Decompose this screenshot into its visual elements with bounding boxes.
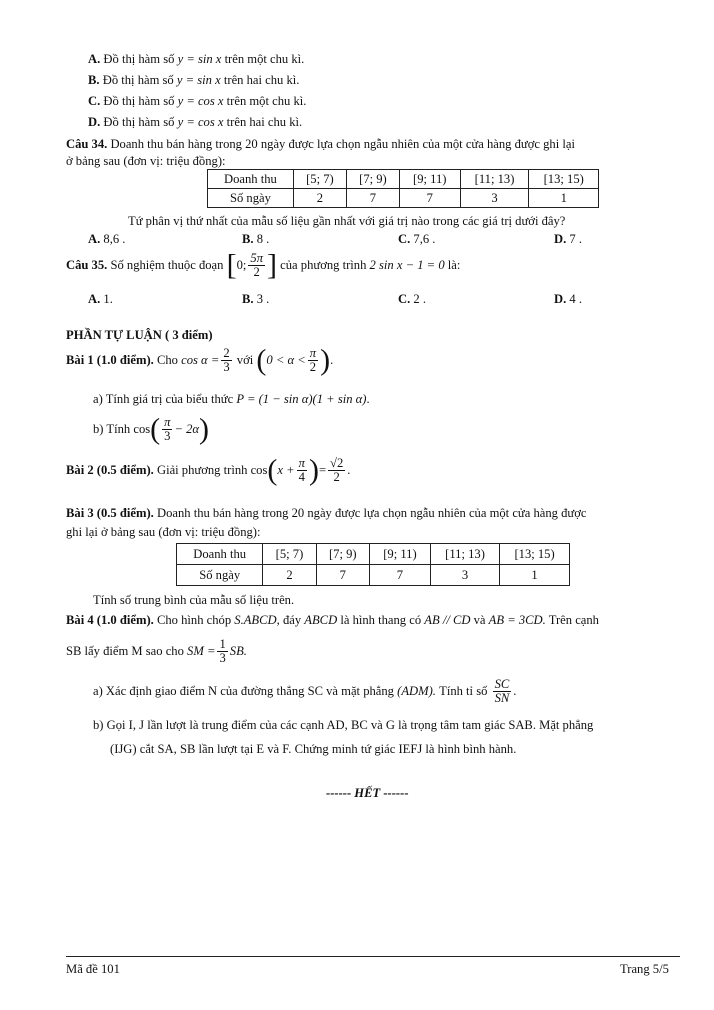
question-label: Câu 35. xyxy=(66,258,108,272)
formula: AB // CD xyxy=(424,613,471,627)
table-cell: 7 xyxy=(399,189,460,208)
fraction-numerator: 1 xyxy=(219,637,226,651)
paren-left: ( xyxy=(150,412,161,446)
q35-line xyxy=(66,248,461,282)
fraction xyxy=(162,416,172,443)
part-text: a) Xác định giao điểm N của đường thẳng SC và mặt phẳng xyxy=(93,684,394,698)
formula: x + xyxy=(277,463,295,477)
option-letter: A. xyxy=(88,292,101,306)
option-letter: D. xyxy=(554,232,567,246)
option-text: Đồ thị hàm số xyxy=(103,115,175,129)
option-text: Đồ thị hàm số xyxy=(102,73,174,87)
q35-option-b xyxy=(242,292,269,307)
table-cell: 7 xyxy=(316,565,369,586)
table-cell: [7; 9) xyxy=(346,170,399,189)
formula: cos xyxy=(250,463,268,477)
interval-left: 0; xyxy=(236,258,247,272)
table-row xyxy=(177,565,570,586)
fraction-denominator: SN xyxy=(494,691,510,705)
bai4-line2 xyxy=(66,638,247,665)
option-value: 2 . xyxy=(413,292,426,306)
q34-line2: ở bảng sau (đơn vị: triệu đồng): xyxy=(66,154,226,168)
exercise-label: Bài 2 (0.5 điểm). xyxy=(66,463,154,477)
option-text: Đồ thị hàm số xyxy=(103,52,175,66)
option-letter: A. xyxy=(88,232,101,246)
table-cell: Doanh thu xyxy=(208,170,294,189)
bai1-part-b xyxy=(93,412,210,446)
bai2-line xyxy=(66,453,351,487)
table-cell: [7; 9) xyxy=(316,544,369,565)
table-cell: Doanh thu xyxy=(177,544,263,565)
bai3-line2: ghi lại ở bảng sau (đơn vị: triệu đồng): xyxy=(66,525,261,539)
question-text: Doanh thu bán hàng trong 20 ngày được lựa chọn ngẫu nhiên của một cửa hàng được ghi lại xyxy=(110,137,575,151)
fraction xyxy=(308,347,318,374)
paren-right: ) xyxy=(308,453,319,487)
fraction-denominator: 2 xyxy=(309,360,317,374)
option-value: 3 . xyxy=(256,292,270,306)
paren-left: ( xyxy=(256,343,267,377)
end-punct: . xyxy=(330,353,334,367)
bai4-part-a xyxy=(93,678,516,705)
option-letter: B. xyxy=(242,292,254,306)
table-cell: [5; 7) xyxy=(263,544,316,565)
option-text: Đồ thị hàm số xyxy=(103,94,175,108)
formula: SB. xyxy=(229,644,247,658)
option-formula: y = sin x xyxy=(177,52,222,66)
exercise-text: SB lấy điểm M sao cho xyxy=(66,644,184,658)
end-punct: . xyxy=(513,684,517,698)
q34-question: Tứ phân vị thứ nhất của mẫu số liệu gần nhất với giá trị nào trong các giá trị dưới đây? xyxy=(128,214,566,228)
footer-page-number: Trang 5/5 xyxy=(620,962,669,976)
bai4-part-b2: (IJG) cắt SA, SB lần lượt tại E và F. Chứng minh tứ giác IEFJ là hình bình hành. xyxy=(110,742,517,756)
option-letter: C. xyxy=(88,94,101,108)
fraction-denominator: 2 xyxy=(333,470,340,484)
table-cell: 3 xyxy=(460,189,529,208)
part-text: Tính tỉ số xyxy=(439,684,488,698)
exercise-text: là hình thang có xyxy=(340,613,422,627)
condition: 0 < α < xyxy=(266,353,306,367)
option-letter: C. xyxy=(398,292,411,306)
table-cell: Số ngày xyxy=(177,565,263,586)
exercise-text: Cho xyxy=(156,353,178,367)
q34-option-b xyxy=(242,232,269,247)
bai4-line1 xyxy=(66,613,599,628)
fraction-numerator: π xyxy=(298,456,305,470)
table-cell: [11; 13) xyxy=(430,544,499,565)
q34-option-c xyxy=(398,232,435,247)
option-text: trên một chu kì. xyxy=(224,52,305,66)
table-cell: Số ngày xyxy=(208,189,294,208)
option-formula: y = cos x xyxy=(177,115,224,129)
fraction-denominator: 2 xyxy=(253,265,260,279)
fraction-numerator: √2 xyxy=(330,456,344,470)
equation: 2 sin x − 1 = 0 xyxy=(369,258,445,272)
fraction xyxy=(221,347,231,374)
formula: SM = xyxy=(187,644,216,658)
end-punct: . xyxy=(347,463,351,477)
q35-option-c xyxy=(398,292,426,307)
interval-fraction xyxy=(248,252,265,279)
question-text: Số nghiệm thuộc đoạn xyxy=(110,258,224,272)
table-cell: 3 xyxy=(430,565,499,586)
option-value: 7,6 . xyxy=(413,232,436,246)
fraction-denominator: 4 xyxy=(298,470,305,484)
table-row xyxy=(177,544,570,565)
fraction-numerator: 5π xyxy=(250,251,263,265)
question-text: của phương trình xyxy=(280,258,367,272)
question-label: Câu 34. xyxy=(66,137,108,151)
paren-left: ( xyxy=(267,453,278,487)
bai3-line1 xyxy=(66,506,587,521)
question-text: là: xyxy=(447,258,461,272)
option-value: 4 . xyxy=(569,292,582,306)
table-row xyxy=(208,189,599,208)
table-cell: 1 xyxy=(529,189,599,208)
table-row xyxy=(208,170,599,189)
exercise-label: Bài 1 (1.0 điểm). xyxy=(66,353,154,367)
exercise-text: Doanh thu bán hàng trong 20 ngày được lựa chọn ngẫu nhiên của một cửa hàng được xyxy=(156,506,587,520)
paren-right: ) xyxy=(320,343,331,377)
q34-option-a xyxy=(88,232,125,247)
q34-option-d xyxy=(554,232,582,247)
fraction xyxy=(493,678,512,705)
formula: (ADM). xyxy=(397,684,436,698)
table-cell: 7 xyxy=(346,189,399,208)
q35-option-d xyxy=(554,292,582,307)
fraction-numerator: π xyxy=(309,346,317,360)
formula: cos α = xyxy=(181,353,220,367)
q35-option-a xyxy=(88,292,113,307)
option-text: trên hai chu kì. xyxy=(226,115,303,129)
exercise-text: Cho hình chóp xyxy=(156,613,232,627)
fraction-numerator: 2 xyxy=(223,346,230,360)
bai1-line xyxy=(66,343,334,377)
table-cell: [13; 15) xyxy=(500,544,570,565)
exercise-label: Bài 4 (1.0 điểm). xyxy=(66,613,154,627)
bai3-question: Tính số trung bình của mẫu số liệu trên. xyxy=(93,593,295,607)
option-text: trên một chu kì. xyxy=(226,94,307,108)
exercise-text: và xyxy=(473,613,486,627)
bai3-table xyxy=(176,543,570,586)
table-cell: [9; 11) xyxy=(399,170,460,189)
fraction-denominator: 3 xyxy=(219,651,226,665)
end-mark: ------ HẾT ------ xyxy=(326,786,409,800)
option-value: 7 . xyxy=(569,232,582,246)
exercise-label: Bài 3 (0.5 điểm). xyxy=(66,506,154,520)
table-cell: [5; 7) xyxy=(293,170,346,189)
q33-option-c xyxy=(88,94,306,109)
fraction-numerator: SC xyxy=(494,677,510,691)
exercise-text: Trên cạnh xyxy=(548,613,599,627)
option-text: trên hai chu kì. xyxy=(223,73,300,87)
option-value: 8 . xyxy=(256,232,270,246)
exercise-text: Giải phương trình xyxy=(156,463,248,477)
fraction-numerator: π xyxy=(164,415,171,429)
q33-option-b xyxy=(88,73,299,88)
equals: = xyxy=(318,463,327,477)
q34-line1 xyxy=(66,137,575,152)
footer-divider xyxy=(66,956,680,957)
formula: − 2α xyxy=(174,422,200,436)
table-cell: [9; 11) xyxy=(369,544,430,565)
option-letter: B. xyxy=(88,73,100,87)
table-cell: 7 xyxy=(369,565,430,586)
option-formula: y = cos x xyxy=(177,94,224,108)
q33-option-d xyxy=(88,115,302,130)
q33-option-a xyxy=(88,52,304,67)
formula: S.ABCD, xyxy=(234,613,280,627)
formula: AB = 3CD. xyxy=(488,613,546,627)
part-text: a) Tính giá trị của biểu thức xyxy=(93,392,234,406)
option-letter: A. xyxy=(88,52,101,66)
bracket-left: [ xyxy=(226,248,237,282)
essay-heading: PHẦN TỰ LUẬN ( 3 điểm) xyxy=(66,328,213,342)
q34-table xyxy=(207,169,599,208)
fraction-denominator: 3 xyxy=(223,360,230,374)
table-cell: 1 xyxy=(500,565,570,586)
option-letter: D. xyxy=(88,115,101,129)
table-cell: 2 xyxy=(263,565,316,586)
formula: cos xyxy=(133,422,151,436)
exercise-text: đáy xyxy=(282,613,302,627)
option-value: 8,6 . xyxy=(103,232,126,246)
table-cell: [11; 13) xyxy=(460,170,529,189)
fraction xyxy=(328,457,345,484)
part-text: b) Tính xyxy=(93,422,131,436)
option-letter: D. xyxy=(554,292,567,306)
exercise-text: với xyxy=(236,353,254,367)
table-cell: [13; 15) xyxy=(529,170,599,189)
option-value: 1. xyxy=(103,292,113,306)
bai4-part-b1: b) Gọi I, J lần lượt là trung điểm của các cạnh AD, BC và G là trọng tâm tam giác SAB. Mặt phẳng xyxy=(93,718,594,732)
option-letter: C. xyxy=(398,232,411,246)
formula: ABCD xyxy=(304,613,338,627)
footer-exam-code: Mã đề 101 xyxy=(66,962,120,976)
paren-right: ) xyxy=(199,412,210,446)
fraction xyxy=(297,457,307,484)
option-letter: B. xyxy=(242,232,254,246)
fraction-denominator: 3 xyxy=(164,429,171,443)
option-formula: y = sin x xyxy=(176,73,221,87)
end-punct: . xyxy=(366,392,370,406)
formula: P = (1 − sin α)(1 + sin α) xyxy=(236,392,367,406)
table-cell: 2 xyxy=(293,189,346,208)
bai1-part-a xyxy=(93,392,370,407)
bracket-right: ] xyxy=(267,248,277,282)
fraction xyxy=(217,638,227,665)
